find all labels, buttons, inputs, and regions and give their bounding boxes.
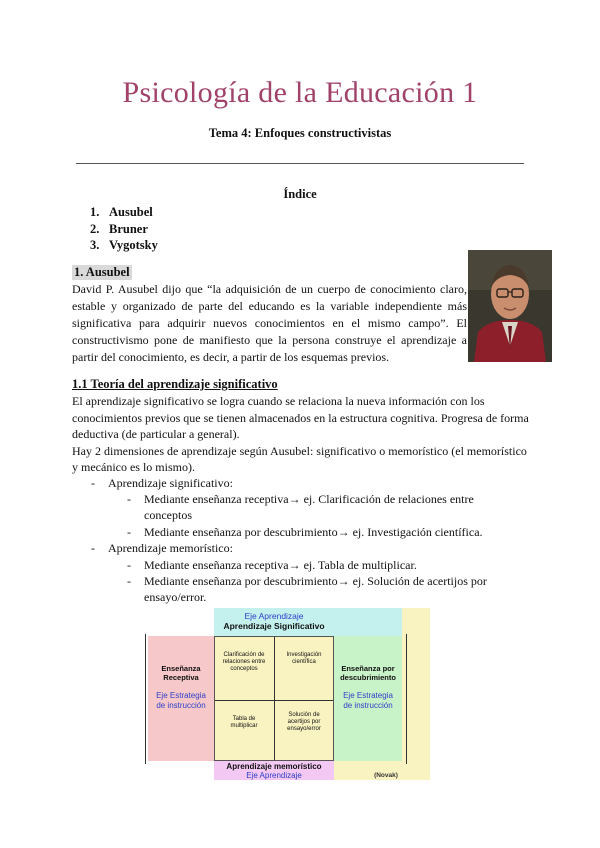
toc-title: Índice — [283, 187, 317, 201]
bullet-dash: - — [127, 574, 131, 588]
section-paragraph: David P. Ausubel dijo que “la adquisición de un cuerpo de conocimiento claro, estable y organizado de parte del educando es la variable independiente más significativa para adquirir nuevos conocimientos en el mismo campo”. El constructivismo pone de manifiesto que la persona construye el aprendizaje a partir del conocimiento, es decir, a partir de los esquemas previos. — [72, 282, 467, 364]
list-item: Mediante enseñanza por descubrimiento→ ej. Solución de acertijos por — [144, 574, 487, 588]
paragraph: Hay 2 dimensiones de aprendizaje según Ausubel: significativo o memorístico (el memorístico y mecánico es lo mismo). — [72, 443, 527, 474]
top-label: Aprendizaje Significativo — [223, 621, 325, 631]
section-heading: 1. Ausubel — [74, 265, 130, 279]
subsection-heading: 1.1 Teoría del aprendizaje significativo — [72, 377, 278, 391]
list-item: Aprendizaje significativo: — [108, 476, 233, 490]
portrait-image — [468, 250, 552, 362]
bottom-label: Aprendizaje memorístico — [226, 762, 322, 771]
list-item-continuation: ensayo/error. — [144, 590, 207, 604]
toc-item[interactable]: 3. Vygotsky — [90, 238, 158, 252]
cell-bottom-left: Tabla de multiplicar — [230, 716, 258, 729]
bullet-dash: - — [127, 492, 131, 506]
list-item: Aprendizaje memorístico: — [108, 541, 233, 555]
right-axis-label: Eje Estrategia — [343, 691, 393, 700]
page-title: Psicología de la Educación 1 — [122, 76, 478, 109]
list-item-continuation: conceptos — [144, 508, 192, 522]
left-label: Enseñanza — [161, 664, 201, 673]
right-label: descubrimiento — [340, 673, 396, 682]
bullet-dash: - — [127, 558, 131, 572]
subsection-body — [72, 393, 532, 476]
left-label: Receptiva — [163, 673, 199, 682]
list-item: Mediante enseñanza por descubrimiento→ ej. Investigación científica. — [144, 525, 483, 539]
cell-top-right: Investigación científica — [286, 652, 322, 665]
toc-item[interactable]: 1. Ausubel — [90, 205, 153, 219]
vertical-axis-left — [145, 634, 146, 764]
right-label: Enseñanza por — [341, 664, 395, 673]
bullet-dash: - — [127, 525, 131, 539]
list-item: Mediante enseñanza receptiva→ ej. Tabla de multiplicar. — [144, 558, 417, 572]
bottom-axis-label: Eje Aprendizaje — [246, 771, 302, 780]
right-axis-label: de instrucción — [343, 701, 393, 710]
region-corner — [334, 608, 402, 636]
paragraph: El aprendizaje significativo se logra cuando se relaciona la nueva información con los conocimientos previos que se tienen almacenados en la estructura cognitiva. Progresa de forma deductiva (de particular a general). — [72, 394, 529, 441]
divider — [76, 163, 524, 164]
top-axis-label: Eje Aprendizaje — [244, 611, 304, 621]
bullet-dash: - — [91, 476, 95, 490]
credit-label: (Novak) — [374, 772, 398, 779]
cell-bottom-right: Solución de acertijos por ensayo/error — [287, 712, 321, 732]
list-item: Mediante enseñanza receptiva→ ej. Clarificación de relaciones entre — [144, 492, 474, 506]
bullet-dash: - — [91, 541, 95, 555]
page-subtitle: Tema 4: Enfoques constructivistas — [208, 126, 392, 140]
cell-top-left: Clarificación de relaciones entre conceptos — [222, 652, 266, 672]
toc-list — [90, 204, 158, 254]
toc-item[interactable]: 2. Bruner — [90, 221, 148, 236]
ausubel-diagram — [126, 608, 430, 780]
left-axis-label: Eje Estrategia — [156, 691, 206, 700]
ausubel-photo — [468, 250, 552, 362]
vertical-axis-right — [406, 634, 407, 764]
left-axis-label: de instrucción — [156, 701, 206, 710]
